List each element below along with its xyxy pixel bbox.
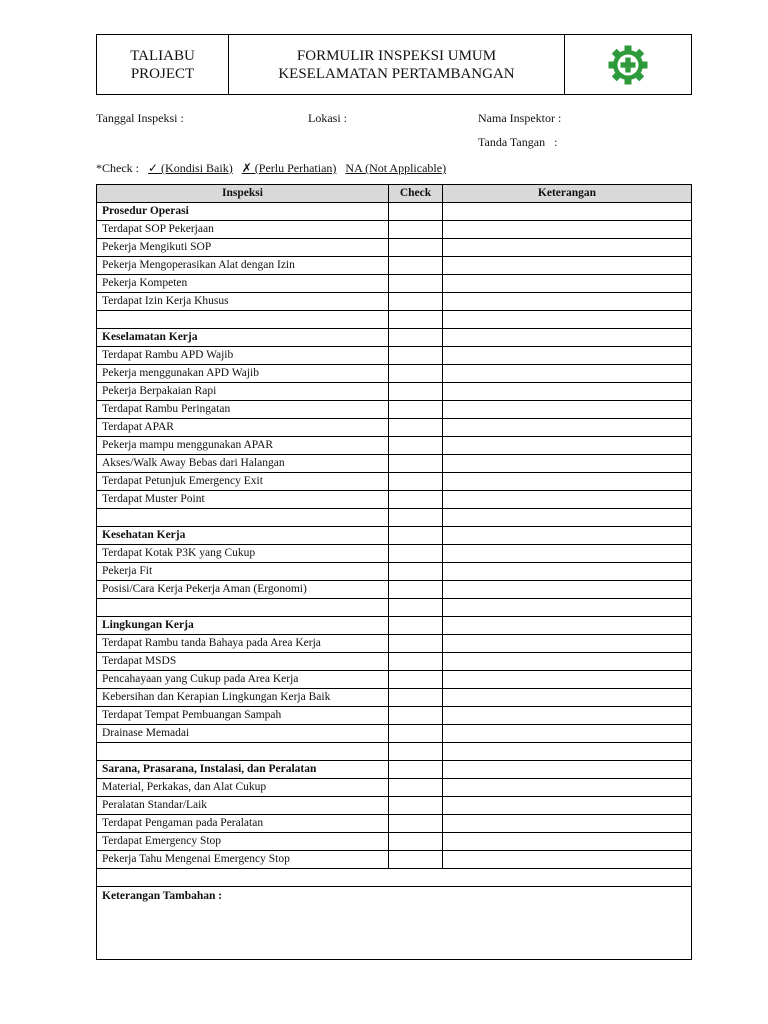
check-cell[interactable] xyxy=(389,455,443,473)
checklist-row xyxy=(97,491,692,509)
check-cell xyxy=(389,509,443,527)
remarks-cell[interactable] xyxy=(443,581,692,599)
remarks-cell xyxy=(443,311,692,329)
checklist-row xyxy=(97,383,692,401)
remarks-cell xyxy=(443,203,692,221)
checklist-row xyxy=(97,257,692,275)
checklist-row xyxy=(97,635,692,653)
check-cell[interactable] xyxy=(389,293,443,311)
inspection-item: Terdapat Rambu tanda Bahaya pada Area Kerja xyxy=(97,635,389,653)
remarks-cell[interactable] xyxy=(443,653,692,671)
inspection-item: Pekerja Berpakaian Rapi xyxy=(97,383,389,401)
check-cell[interactable] xyxy=(389,383,443,401)
remarks-cell[interactable] xyxy=(443,797,692,815)
inspection-item: Pekerja Kompeten xyxy=(97,275,389,293)
check-cell xyxy=(389,527,443,545)
remarks-cell[interactable] xyxy=(443,419,692,437)
inspection-item: Pekerja Mengoperasikan Alat dengan Izin xyxy=(97,257,389,275)
check-cell[interactable] xyxy=(389,725,443,743)
check-cell[interactable] xyxy=(389,635,443,653)
additional-notes-field[interactable] xyxy=(97,887,692,960)
checklist-row xyxy=(97,815,692,833)
inspection-item: Terdapat Pengaman pada Peralatan xyxy=(97,815,389,833)
blank-row xyxy=(97,743,692,761)
inspection-item: Pekerja menggunakan APD Wajib xyxy=(97,365,389,383)
inspection-item: Terdapat APAR xyxy=(97,419,389,437)
check-legend xyxy=(96,161,446,176)
remarks-cell[interactable] xyxy=(443,401,692,419)
section-header-row xyxy=(97,761,692,779)
remarks-cell[interactable] xyxy=(443,491,692,509)
check-cell[interactable] xyxy=(389,653,443,671)
check-cell[interactable] xyxy=(389,347,443,365)
inspection-item: Posisi/Cara Kerja Pekerja Aman (Ergonomi) xyxy=(97,581,389,599)
check-cell xyxy=(389,203,443,221)
additional-notes-label: Keterangan Tambahan : xyxy=(102,890,223,902)
inspection-item xyxy=(97,743,389,761)
remarks-cell xyxy=(443,329,692,347)
inspection-item: Pekerja mampu menggunakan APAR xyxy=(97,437,389,455)
gear-tooth xyxy=(640,61,648,68)
remarks-cell xyxy=(443,617,692,635)
safety-gear-cross-icon xyxy=(606,43,650,87)
section-title: Lingkungan Kerja xyxy=(97,617,389,635)
additional-notes-row xyxy=(97,887,692,960)
remarks-cell[interactable] xyxy=(443,365,692,383)
remarks-cell[interactable] xyxy=(443,239,692,257)
remarks-cell[interactable] xyxy=(443,383,692,401)
inspection-item: Pekerja Mengikuti SOP xyxy=(97,239,389,257)
check-cell[interactable] xyxy=(389,671,443,689)
company-name-line1: TALIABU xyxy=(130,47,195,64)
inspection-date-label: Tanggal Inspeksi : xyxy=(96,111,184,125)
blank-row xyxy=(97,599,692,617)
inspection-item: Terdapat Rambu Peringatan xyxy=(97,401,389,419)
inspection-item: Drainase Memadai xyxy=(97,725,389,743)
checklist-row xyxy=(97,365,692,383)
check-cell[interactable] xyxy=(389,779,443,797)
remarks-cell[interactable] xyxy=(443,671,692,689)
section-header-row xyxy=(97,329,692,347)
checklist-row xyxy=(97,725,692,743)
checklist-row xyxy=(97,581,692,599)
check-cell[interactable] xyxy=(389,365,443,383)
check-cell[interactable] xyxy=(389,419,443,437)
company-name xyxy=(97,35,229,94)
remarks-cell xyxy=(443,527,692,545)
remarks-cell[interactable] xyxy=(443,851,692,869)
remarks-cell[interactable] xyxy=(443,275,692,293)
inspection-item: Terdapat Emergency Stop xyxy=(97,833,389,851)
remarks-cell[interactable] xyxy=(443,347,692,365)
inspection-item: Material, Perkakas, dan Alat Cukup xyxy=(97,779,389,797)
remarks-cell[interactable] xyxy=(443,221,692,239)
remarks-cell xyxy=(443,599,692,617)
checklist-row xyxy=(97,545,692,563)
form-title-line2: KESELAMATAN PERTAMBANGAN xyxy=(278,65,515,82)
inspection-item: Pekerja Fit xyxy=(97,563,389,581)
check-cell[interactable] xyxy=(389,275,443,293)
checklist-row xyxy=(97,419,692,437)
legend-prefix: *Check : xyxy=(96,161,139,175)
inspection-item xyxy=(97,509,389,527)
check-cell[interactable] xyxy=(389,473,443,491)
check-cell xyxy=(389,617,443,635)
check-cell xyxy=(389,761,443,779)
checklist-row xyxy=(97,239,692,257)
form-header xyxy=(96,34,692,95)
column-header-inspeksi: Inspeksi xyxy=(97,185,389,203)
checklist-row xyxy=(97,221,692,239)
check-cell[interactable] xyxy=(389,563,443,581)
inspector-name-label: Nama Inspektor : xyxy=(478,111,562,125)
remarks-cell[interactable] xyxy=(443,815,692,833)
inspection-item: Akses/Walk Away Bebas dari Halangan xyxy=(97,455,389,473)
form-title xyxy=(229,35,565,94)
gear-tooth xyxy=(625,45,632,53)
inspection-item: Peralatan Standar/Laik xyxy=(97,797,389,815)
inspection-item: Terdapat Rambu APD Wajib xyxy=(97,347,389,365)
inspection-item: Terdapat MSDS xyxy=(97,653,389,671)
check-cell[interactable] xyxy=(389,581,443,599)
signature-label: Tanda Tangan : xyxy=(478,135,558,149)
form-title-line1: FORMULIR INSPEKSI UMUM xyxy=(296,47,497,64)
check-cell[interactable] xyxy=(389,401,443,419)
remarks-cell[interactable] xyxy=(443,689,692,707)
location-label: Lokasi : xyxy=(308,111,347,125)
remarks-cell[interactable] xyxy=(443,635,692,653)
check-cell xyxy=(389,599,443,617)
blank-row xyxy=(97,311,692,329)
legend-attention: ✗ (Perlu Perhatian) xyxy=(241,161,337,175)
remarks-cell[interactable] xyxy=(443,545,692,563)
remarks-cell xyxy=(443,743,692,761)
check-cell[interactable] xyxy=(389,437,443,455)
legend-good: ✓ (Kondisi Baik) xyxy=(148,161,233,175)
remarks-cell[interactable] xyxy=(443,437,692,455)
check-cell xyxy=(389,311,443,329)
checklist-row xyxy=(97,401,692,419)
remarks-cell xyxy=(443,509,692,527)
checklist-row xyxy=(97,563,692,581)
remarks-cell[interactable] xyxy=(443,473,692,491)
checklist-row xyxy=(97,707,692,725)
remarks-cell[interactable] xyxy=(443,833,692,851)
table-header-row xyxy=(97,185,692,203)
check-cell[interactable] xyxy=(389,257,443,275)
gear-tooth xyxy=(609,61,617,68)
checklist-row xyxy=(97,779,692,797)
inspection-item: Terdapat Izin Kerja Khusus xyxy=(97,293,389,311)
section-header-row xyxy=(97,617,692,635)
check-cell xyxy=(389,743,443,761)
spacer-row xyxy=(97,869,692,887)
check-cell[interactable] xyxy=(389,815,443,833)
blank-row xyxy=(97,509,692,527)
gear-tooth xyxy=(625,76,632,84)
section-header-row xyxy=(97,203,692,221)
section-title: Kesehatan Kerja xyxy=(97,527,389,545)
check-cell[interactable] xyxy=(389,797,443,815)
checklist-row xyxy=(97,293,692,311)
column-header-check: Check xyxy=(389,185,443,203)
remarks-cell[interactable] xyxy=(443,707,692,725)
remarks-cell[interactable] xyxy=(443,257,692,275)
checklist-row xyxy=(97,653,692,671)
inspection-item: Terdapat SOP Pekerjaan xyxy=(97,221,389,239)
checklist-row xyxy=(97,455,692,473)
check-cell xyxy=(389,329,443,347)
remarks-cell[interactable] xyxy=(443,563,692,581)
checklist-row xyxy=(97,347,692,365)
inspection-item: Pekerja Tahu Mengenai Emergency Stop xyxy=(97,851,389,869)
checklist-row xyxy=(97,437,692,455)
section-header-row xyxy=(97,527,692,545)
inspection-item: Terdapat Petunjuk Emergency Exit xyxy=(97,473,389,491)
check-cell[interactable] xyxy=(389,239,443,257)
legend-na: NA (Not Applicable) xyxy=(345,161,447,175)
remarks-cell xyxy=(443,761,692,779)
check-cell[interactable] xyxy=(389,545,443,563)
inspection-item xyxy=(97,311,389,329)
inspection-item: Terdapat Tempat Pembuangan Sampah xyxy=(97,707,389,725)
inspection-item: Terdapat Kotak P3K yang Cukup xyxy=(97,545,389,563)
checklist-row xyxy=(97,473,692,491)
logo-cell xyxy=(565,35,691,94)
check-cell[interactable] xyxy=(389,689,443,707)
section-title: Prosedur Operasi xyxy=(97,203,389,221)
inspection-item: Kebersihan dan Kerapian Lingkungan Kerja Baik xyxy=(97,689,389,707)
checklist-row xyxy=(97,833,692,851)
remarks-cell[interactable] xyxy=(443,779,692,797)
check-cell[interactable] xyxy=(389,491,443,509)
check-cell[interactable] xyxy=(389,707,443,725)
inspection-item xyxy=(97,599,389,617)
check-cell[interactable] xyxy=(389,851,443,869)
inspection-checklist-table xyxy=(96,184,692,960)
inspection-item: Pencahayaan yang Cukup pada Area Kerja xyxy=(97,671,389,689)
check-cell[interactable] xyxy=(389,221,443,239)
checklist-row xyxy=(97,275,692,293)
remarks-cell[interactable] xyxy=(443,293,692,311)
remarks-cell[interactable] xyxy=(443,725,692,743)
checklist-row xyxy=(97,851,692,869)
section-title: Sarana, Prasarana, Instalasi, dan Peralatan xyxy=(97,761,389,779)
check-cell[interactable] xyxy=(389,833,443,851)
company-name-line2: PROJECT xyxy=(130,65,195,82)
checklist-row xyxy=(97,797,692,815)
checklist-row xyxy=(97,689,692,707)
section-title: Keselamatan Kerja xyxy=(97,329,389,347)
remarks-cell[interactable] xyxy=(443,455,692,473)
checklist-row xyxy=(97,671,692,689)
inspection-item: Terdapat Muster Point xyxy=(97,491,389,509)
column-header-keterangan: Keterangan xyxy=(443,185,692,203)
